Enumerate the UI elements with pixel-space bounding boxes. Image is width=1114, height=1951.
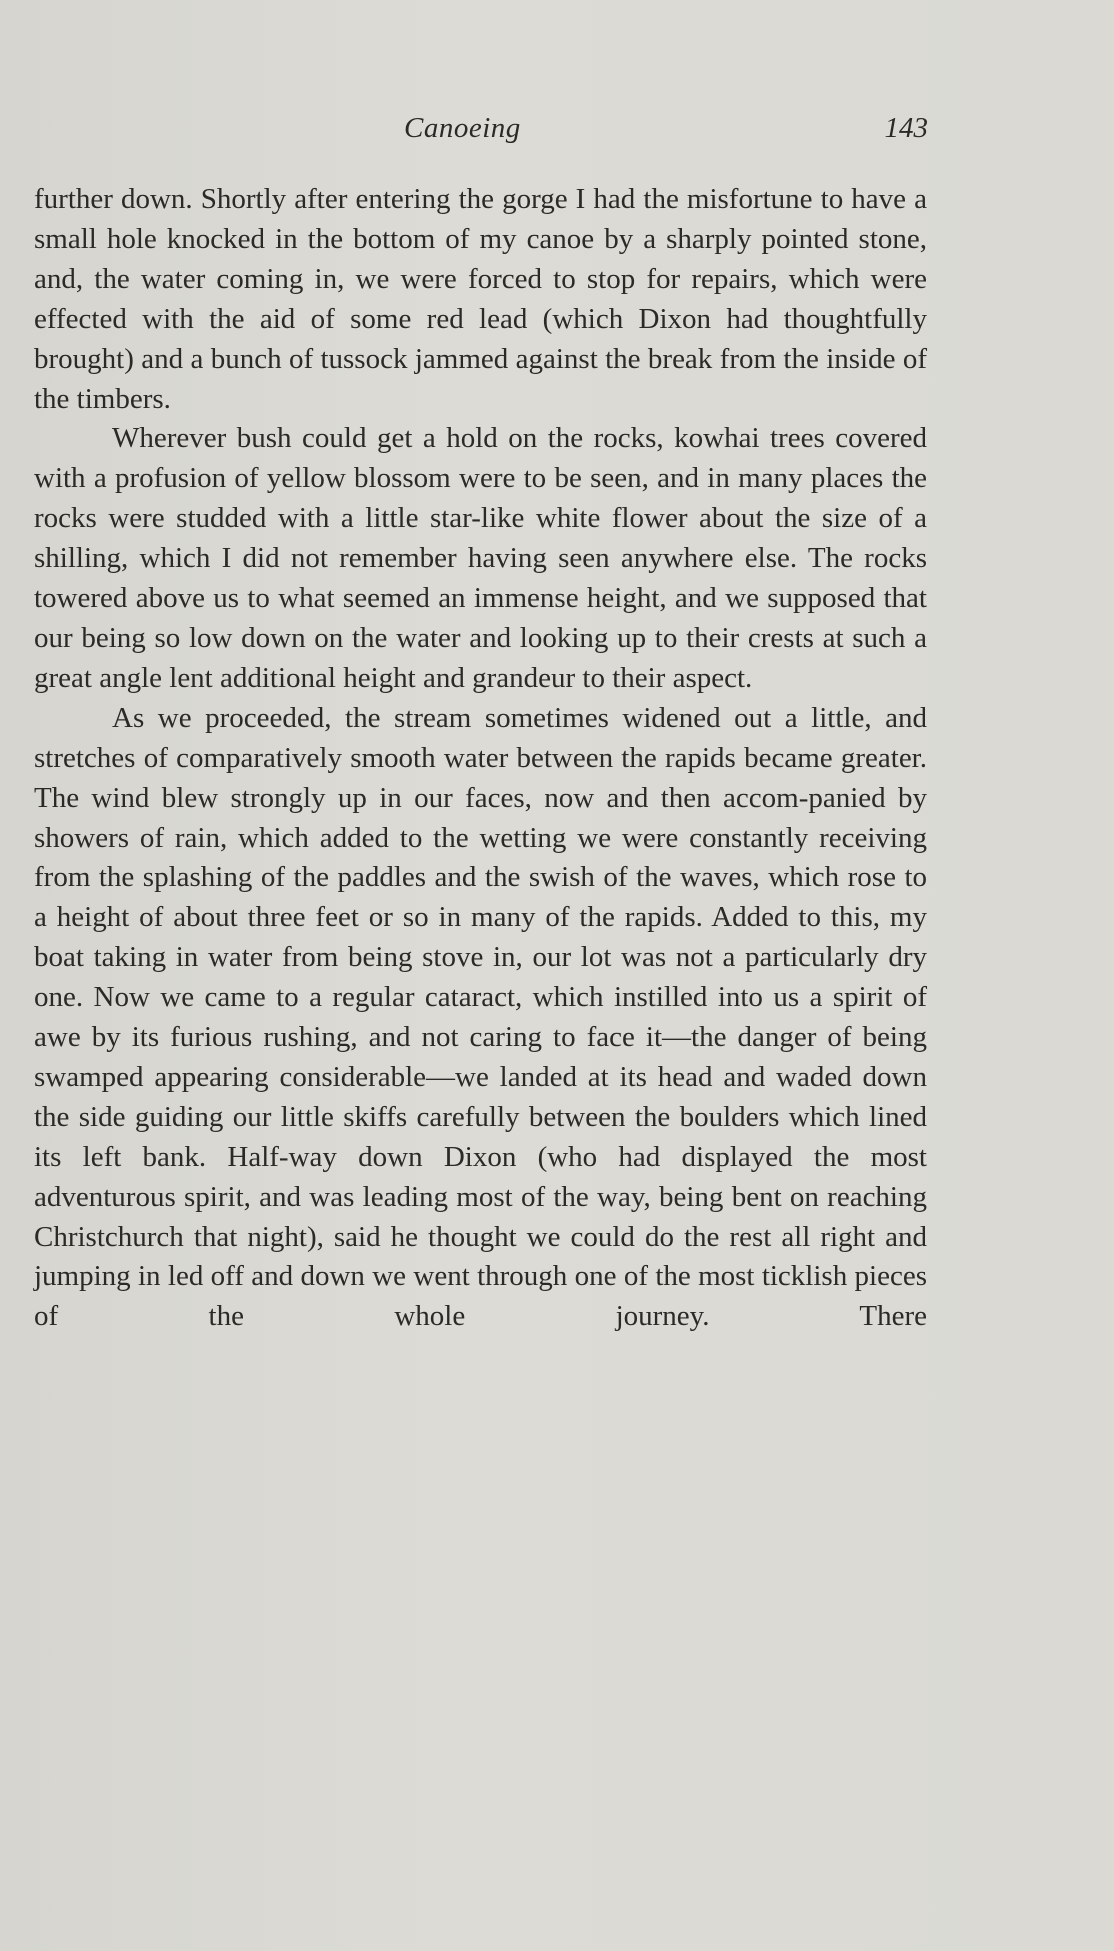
page-number: 143 [884,112,928,144]
body-text [34,180,927,1337]
page-header [0,112,1114,152]
paragraph-3: As we proceeded, the stream sometimes widened out a little, and stretches of comparatively smooth water between the rapids became greater. The wind blew strongly up in our faces, now and then accom-panied by showers of rain, which added to the wetting we were constantly receiving from the splashing of the paddles and the swish of the waves, which rose to a height of about three feet or so in many of the rapids. Added to this, my boat taking in water from being stove in, our lot was not a particularly dry one. Now we came to a regular cataract, which instilled into us a spirit of awe by its furious rushing, and not caring to face it—the danger of being swamped appearing considerable—we landed at its head and waded down the side guiding our little skiffs carefully between the boulders which lined its left bank. Half-way down Dixon (who had displayed the most adventurous spirit, and was leading most of the way, being bent on reaching Christchurch that night), said he thought we could do the rest all right and jumping in led off and down we went through one of the most ticklish pieces of the whole journey. There [34,701,927,1333]
paragraph-1: further down. Shortly after entering the gorge I had the misfortune to have a small hole knocked in the bottom of my canoe by a sharply pointed stone, and, the water coming in, we were forced to stop for repairs, which were effected with the aid of some red lead (which Dixon had thoughtfully brought) and a bunch of tussock jammed against the break from the inside of the timbers. [34,183,927,415]
running-title: Canoeing [404,112,521,144]
paragraph-2: Wherever bush could get a hold on the rocks, kowhai trees covered with a profusion of yellow blossom were to be seen, and in many places the rocks were studded with a little star-like white flower about the size of a shilling, which I did not remember having seen anywhere else. The rocks towered above us to what seemed an immense height, and we supposed that our being so low down on the water and looking up to their crests at such a great angle lent additional height and grandeur to their aspect. [34,422,927,694]
